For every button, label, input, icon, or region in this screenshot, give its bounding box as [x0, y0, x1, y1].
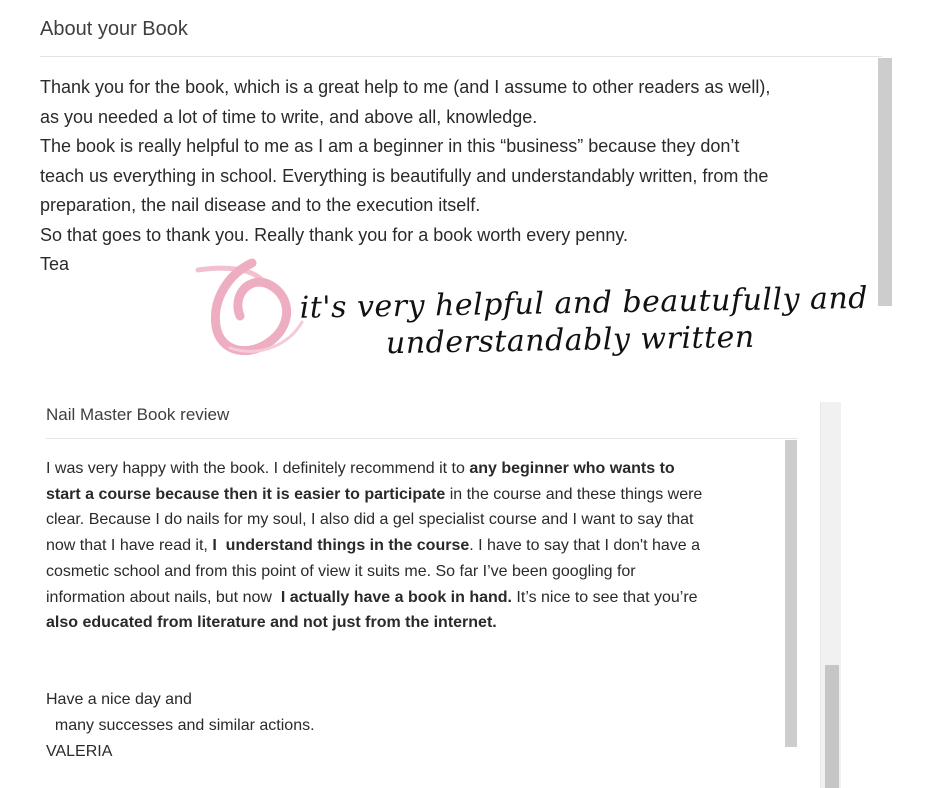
scrollbar[interactable]	[878, 58, 892, 306]
pink-swirl-icon	[190, 258, 310, 363]
review-line	[46, 533, 786, 559]
review-line	[46, 585, 786, 611]
card-title: About your Book	[40, 18, 188, 40]
review-line: The book is really helpful to me as I am a beginner in this “business” because they don’t	[40, 136, 740, 156]
handwritten-annotation	[299, 280, 869, 363]
review-text	[46, 456, 786, 764]
review-line: teach us everything in school. Everything is beautifully and understandably written, from the	[40, 165, 769, 186]
page-scroll-thumb[interactable]	[825, 665, 839, 788]
text: now that I have read it,	[46, 537, 213, 555]
review-line	[46, 662, 786, 688]
review-line: preparation, the nail disease and to the execution itself.	[40, 195, 481, 215]
review-line	[46, 739, 786, 765]
review-line	[46, 507, 786, 533]
review-line	[46, 687, 786, 713]
bold-text: I understand things in the course	[212, 537, 470, 555]
review-line	[46, 713, 786, 739]
bold-text: start a course because then it is easier to participate	[46, 485, 446, 503]
text: in the course and these things were	[445, 485, 703, 503]
review-line: as you needed a lot of time to write, and above all, knowledge.	[40, 106, 538, 127]
annotation-line-1: it's very helpful and beautufully and	[299, 280, 869, 326]
card-title: Nail Master Book review	[46, 405, 230, 424]
text: It’s nice to see that you’re	[511, 588, 698, 606]
text: VALERIA	[46, 742, 113, 760]
text: cosmetic school and from this point of view it suits me. So far I’ve been googling for	[46, 562, 636, 580]
bold-text: also educated from literature and not just from the internet.	[46, 614, 497, 632]
review-line	[46, 559, 786, 585]
scrollbar[interactable]	[785, 440, 797, 747]
review-line: Tea	[40, 254, 70, 274]
text: Have a nice day and	[46, 691, 192, 709]
text: information about nails, but now	[46, 588, 281, 606]
review-text	[40, 73, 860, 280]
bold-text: I actually have a book in hand.	[280, 588, 512, 606]
text: many successes and similar actions.	[46, 717, 315, 735]
divider	[40, 56, 882, 57]
bold-text: any beginner who wants to	[469, 460, 675, 477]
text: I was very happy with the book. I definitely recommend it to	[46, 460, 470, 477]
text: . I have to say that I don't have a	[469, 537, 701, 555]
annotation-line-2: understandably written	[385, 319, 755, 362]
review-line	[46, 636, 786, 662]
review-line: Thank you for the book, which is a great help to me (and I assume to other readers as well),	[40, 77, 771, 97]
review-line	[46, 456, 786, 482]
review-line	[46, 610, 786, 636]
text: clear. Because I do nails for my soul, I also did a gel specialist course and I want to say that	[46, 511, 694, 529]
review-line	[46, 482, 786, 508]
divider	[46, 438, 798, 439]
review-line: So that goes to thank you. Really thank you for a book worth every penny.	[40, 224, 629, 245]
